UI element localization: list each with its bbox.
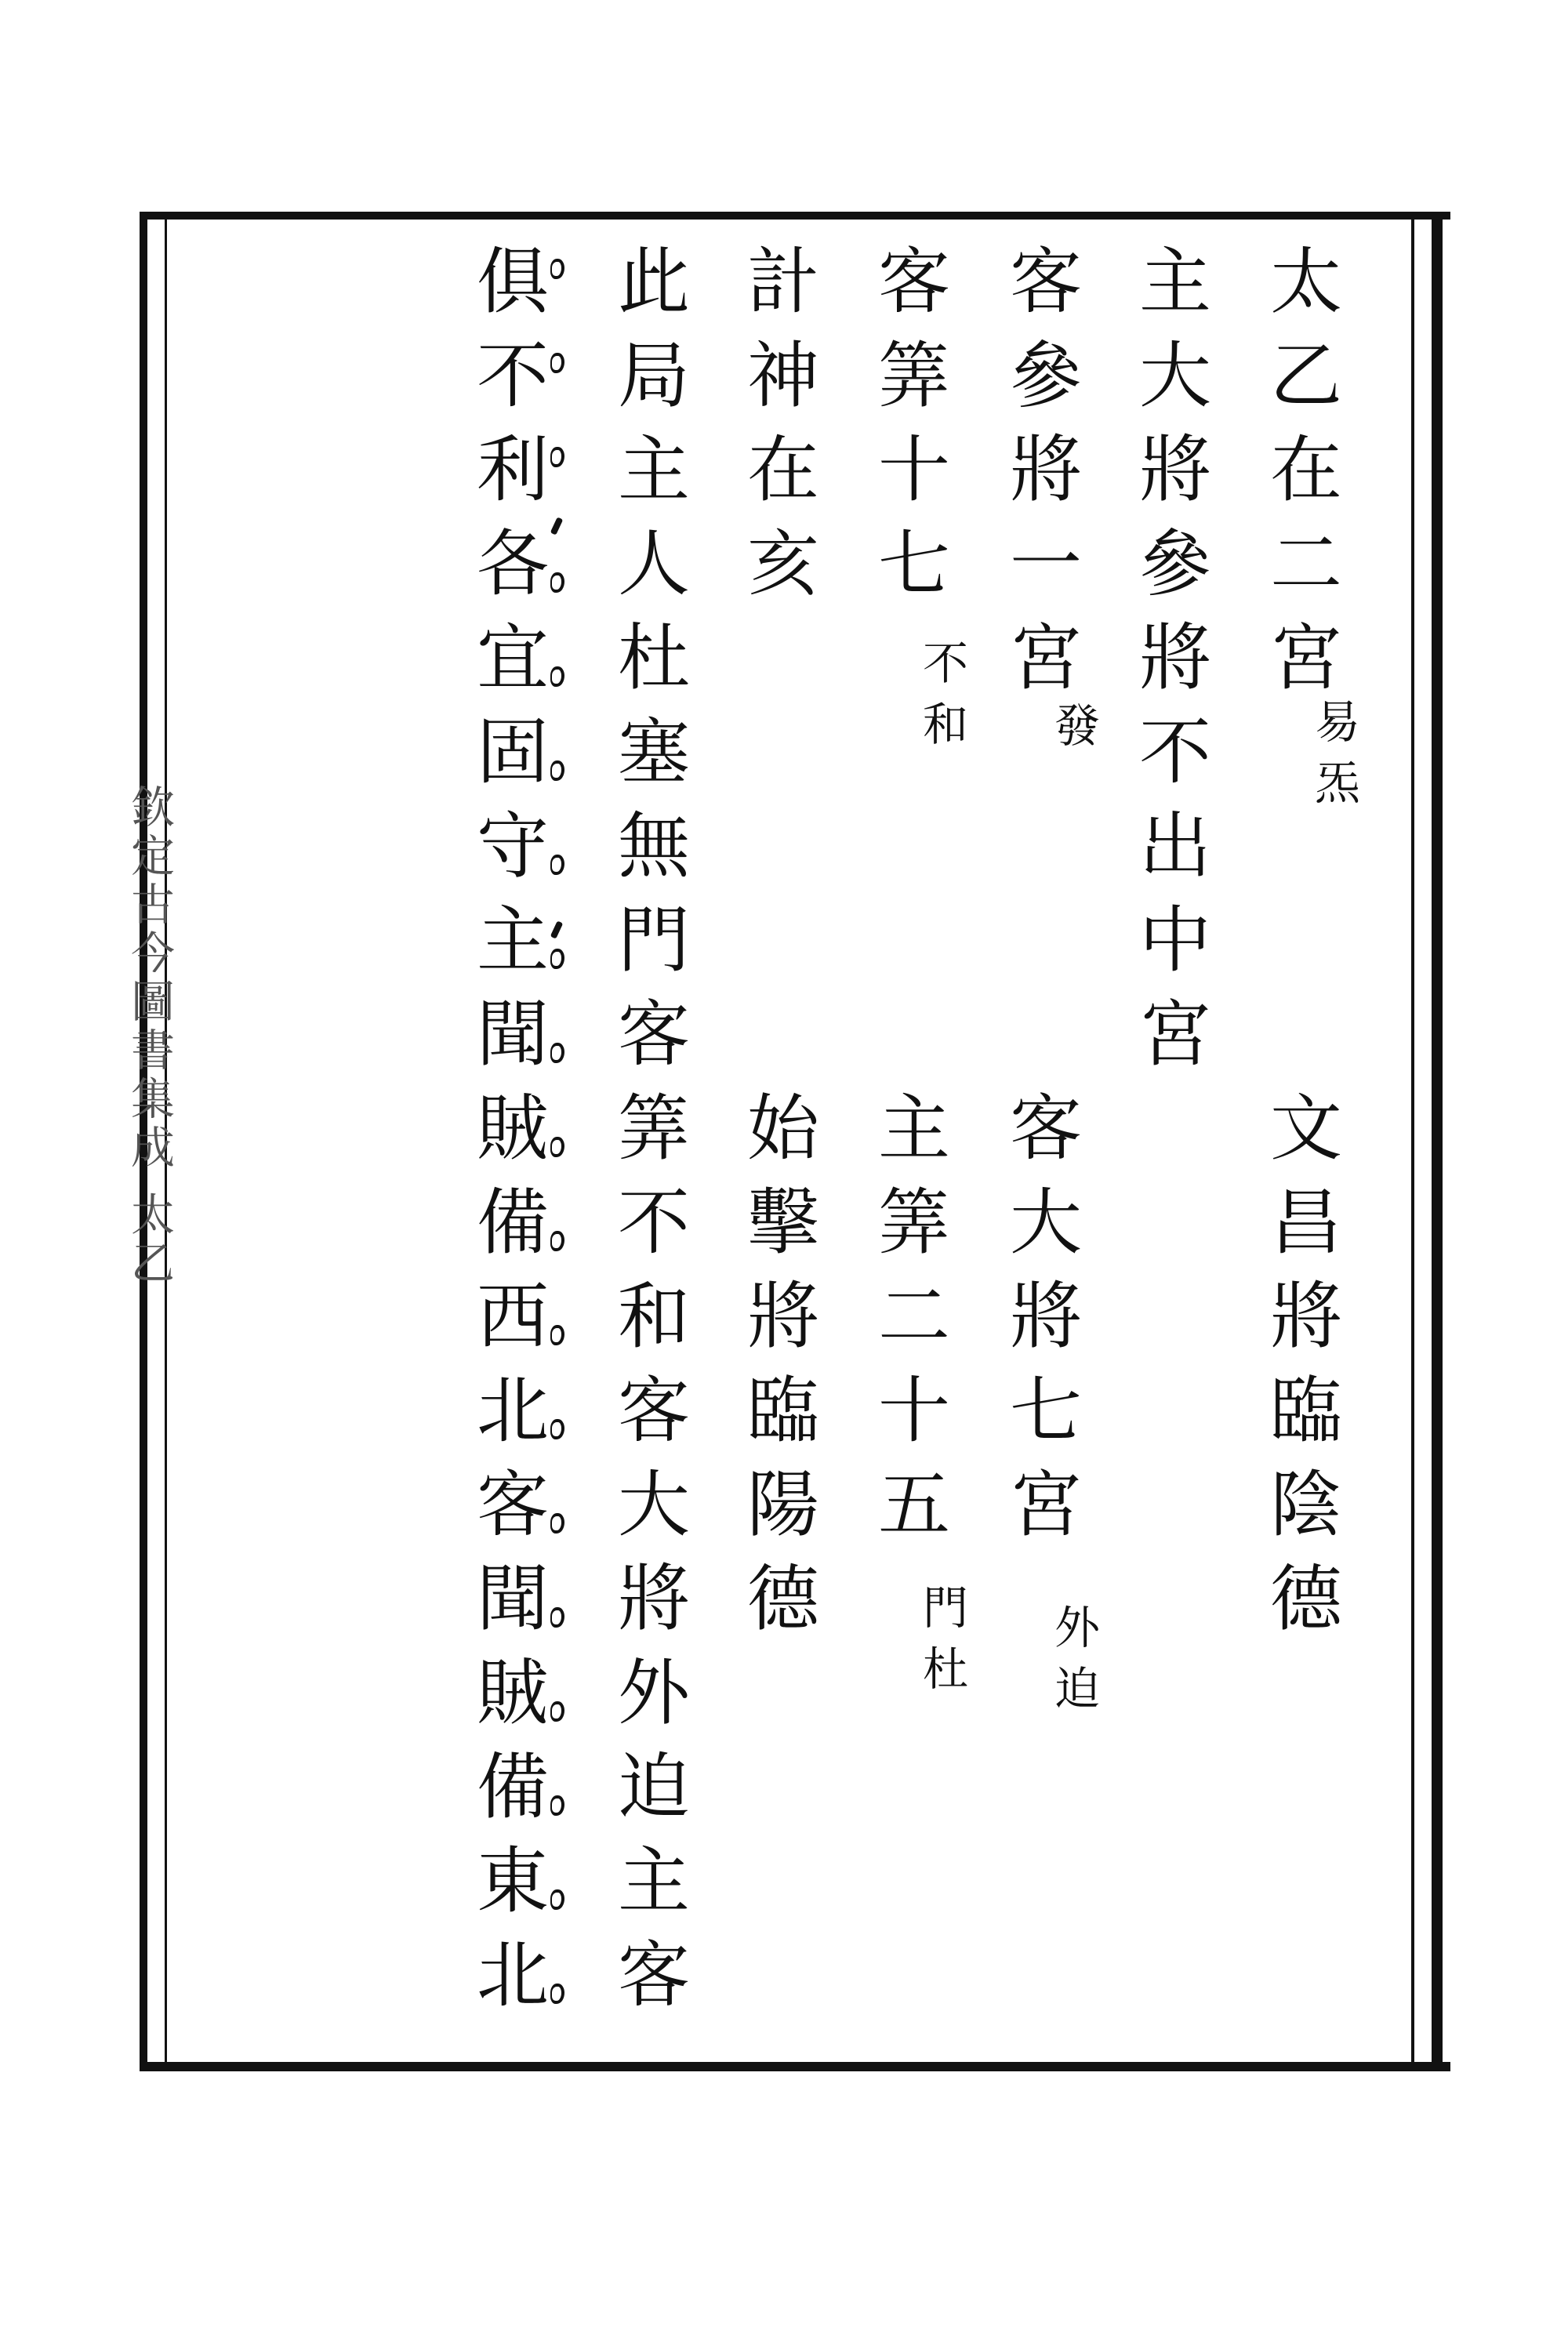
text-column-1: 太乙在二宮 [1258, 243, 1342, 713]
text-column-5: 計神在亥 [735, 243, 819, 619]
text-column-1-lower: 文昌將臨陰德 [1258, 1090, 1342, 1654]
text-column-5-lower: 始擊將臨陽德 [735, 1090, 819, 1654]
annotation-4-lower: 門杜 [915, 1584, 968, 1706]
text-column-4-lower: 主筭二十五 [866, 1090, 950, 1560]
annotation-4: 不和 [915, 639, 968, 761]
frame-bottom-border [140, 2062, 1450, 2071]
annotation-1: 易炁 [1307, 698, 1360, 820]
margin-gutter [118, 220, 175, 2062]
annotation-3: 發 [1047, 702, 1100, 763]
frame-right-border-thick [1432, 212, 1443, 2071]
gutter-title: 欽定古今圖書集成 太乙 [124, 784, 175, 1289]
text-column-7: 俱不利各宜固守主聞賊備西北客聞賊備東北 [465, 243, 549, 2031]
frame-top-border [140, 212, 1450, 220]
frame-right-border-thin [1411, 212, 1414, 2071]
annotation-3-lower: 外迫 [1047, 1603, 1100, 1726]
text-column-6: 此局主人杜塞無門客筭不和客大將外迫主客 [606, 243, 690, 2031]
text-column-3-lower: 客大將七宮 [998, 1090, 1082, 1560]
text-column-3: 客參將一宮 [998, 243, 1082, 713]
text-column-4: 客筭十七 [866, 243, 950, 619]
text-column-2: 主大將參將不出中宮 [1127, 243, 1211, 1090]
